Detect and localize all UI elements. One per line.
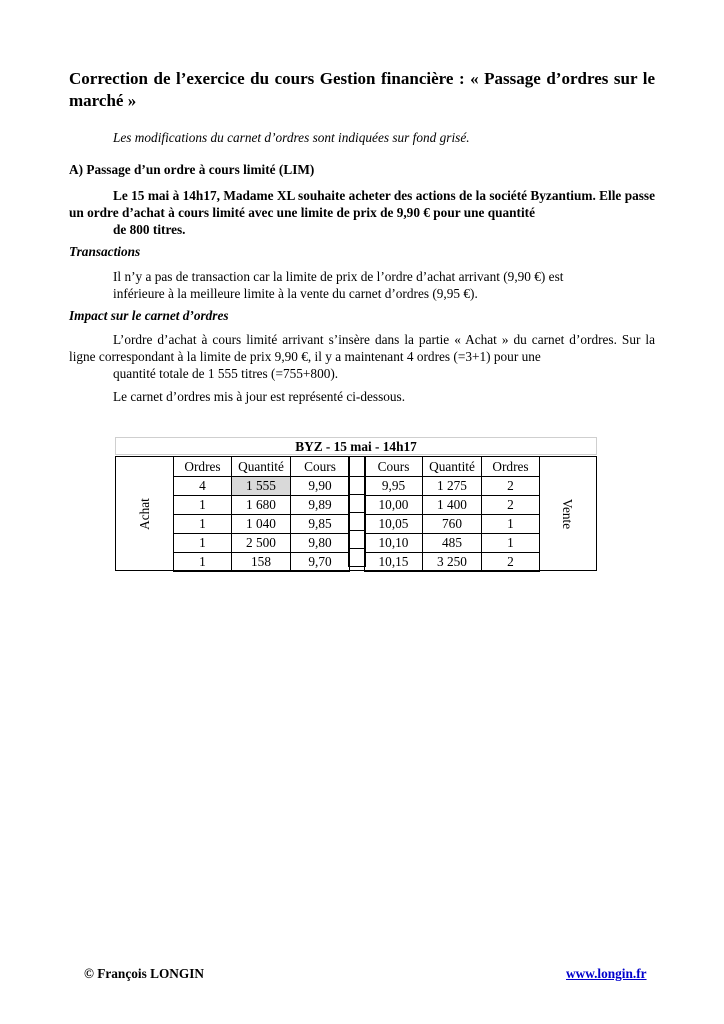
buy-table [173,456,350,572]
buy-price-cell: 9,90 [291,477,350,496]
sell-row [365,515,540,534]
column-header: Ordres [482,457,540,477]
transactions-line-1: Il n’y a pas de transaction car la limite de prix de l’ordre d’achat arrivant (9,90 €) est [113,269,564,284]
exercise-statement-line-1: Le 15 mai à 14h17, Madame XL souhaite acheter des actions de la société Byzantium. Elle passe un ordre d’achat à cours limité avec une limite de prix de 9,90 € pour une quantité [69,188,655,220]
transactions-heading: Transactions [69,244,141,259]
buy-row [174,534,350,553]
column-header: Cours [365,457,423,477]
column-header: Quantité [423,457,482,477]
buy-orders-cell: 1 [174,515,232,534]
impact-paragraph [69,331,655,382]
buy-quantity-cell: 1 040 [232,515,291,534]
buy-price-cell: 9,70 [291,553,350,572]
separator-cell [349,549,366,567]
sell-price-cell: 10,10 [365,534,423,553]
buy-orders-cell: 1 [174,534,232,553]
sell-row [365,496,540,515]
sell-row [365,477,540,496]
separator-cell [349,477,366,495]
sell-orders-cell: 1 [482,515,540,534]
transactions-line-2: inférieure à la meilleure limite à la vente du carnet d’ordres (9,95 €). [113,286,478,301]
sell-price-cell: 10,05 [365,515,423,534]
sell-label: Vente [560,498,575,529]
buy-orders-cell: 1 [174,496,232,515]
buy-side-label [116,457,174,570]
buy-price-cell: 9,85 [291,515,350,534]
copyright-notice: © François LONGIN [84,966,205,981]
sell-orders-cell: 2 [482,496,540,515]
separator-cell [349,513,366,531]
order-book-header: BYZ - 15 mai - 14h17 [115,437,597,455]
column-header: Ordres [174,457,232,477]
separator-cell [349,457,366,477]
buy-row [174,477,350,496]
sell-header-row [365,457,540,477]
sell-quantity-cell: 3 250 [423,553,482,572]
sell-row [365,534,540,553]
sell-table [364,456,540,572]
impact-conclusion: Le carnet d’ordres mis à jour est représenté ci-dessous. [113,389,406,404]
sell-price-cell: 10,00 [365,496,423,515]
buy-orders-cell: 4 [174,477,232,496]
buy-row [174,553,350,572]
sell-quantity-cell: 1 400 [423,496,482,515]
exercise-statement-line-2: de 800 titres. [113,222,186,237]
buy-row [174,496,350,515]
buy-quantity-cell: 1 680 [232,496,291,515]
sell-side-label [538,457,596,570]
website-link[interactable]: www.longin.fr [566,966,647,981]
buy-quantity-cell: 1 555 [232,477,291,496]
buy-orders-cell: 1 [174,553,232,572]
separator-cell [349,495,366,513]
buy-quantity-cell: 2 500 [232,534,291,553]
transactions-paragraph [69,268,655,302]
order-book-frame [115,456,597,571]
sell-price-cell: 9,95 [365,477,423,496]
sell-quantity-cell: 1 275 [423,477,482,496]
buy-row [174,515,350,534]
column-header: Cours [291,457,350,477]
impact-line-1: L’ordre d’achat à cours limité arrivant s’insère dans la partie « Achat » du carnet d’ordres. Sur la ligne correspondant à la limite de prix 9,90 €, il y a maintenant 4 ordres (=3+1) pour une [69,332,655,364]
impact-line-2: quantité totale de 1 555 titres (=755+800). [113,366,339,381]
order-book [115,437,597,572]
column-header: Quantité [232,457,291,477]
sell-quantity-cell: 760 [423,515,482,534]
buy-price-cell: 9,89 [291,496,350,515]
sell-quantity-cell: 485 [423,534,482,553]
buy-price-cell: 9,80 [291,534,350,553]
buy-quantity-cell: 158 [232,553,291,572]
buy-header-row [174,457,350,477]
document-title: Correction de l’exercice du cours Gestion financière : « Passage d’ordres sur le marché » [69,69,655,110]
separator-cell [349,531,366,549]
exercise-statement [69,187,655,238]
section-a-heading: A) Passage d’un ordre à cours limité (LIM) [69,162,315,177]
sell-orders-cell: 1 [482,534,540,553]
intro-note: Les modifications du carnet d’ordres sont indiquées sur fond grisé. [113,130,470,145]
sell-orders-cell: 2 [482,477,540,496]
sell-orders-cell: 2 [482,553,540,572]
impact-heading: Impact sur le carnet d’ordres [69,308,229,323]
buy-label: Achat [137,497,152,530]
sell-price-cell: 10,15 [365,553,423,572]
sell-row [365,553,540,572]
